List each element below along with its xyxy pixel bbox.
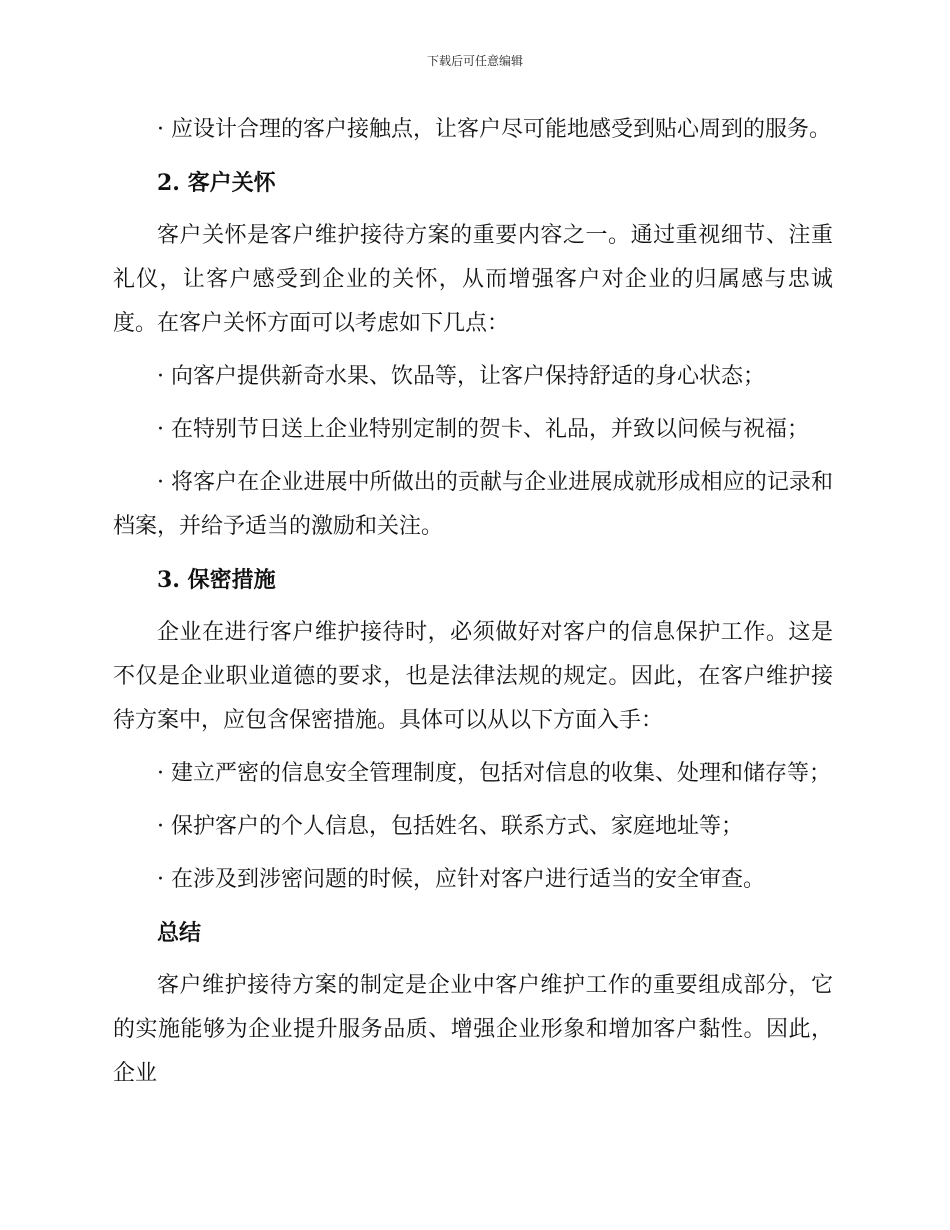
bullet-item: · 建立严密的信息安全管理制度，包括对信息的收集、处理和储存等； <box>157 761 831 786</box>
page-header: 下载后可任意编辑 <box>426 54 523 68</box>
bullet-item: · 应设计合理的客户接触点，让客户尽可能地感受到贴心周到的服务。 <box>157 117 831 142</box>
section-heading: 总结 <box>157 920 202 946</box>
bullet-item: · 在特别节日送上企业特别定制的贺卡、礼品，并致以问候与祝福； <box>157 417 809 442</box>
section-heading: 2. 客户关怀 <box>157 170 276 196</box>
body-paragraph: 客户维护接待方案的制定是企业中客户维护工作的重要组成部分，它的实施能够为企业提升服务品质、增强企业形象和增加客户黏性。因此，企业 <box>113 973 833 1086</box>
body-paragraph: 客户关怀是客户维护接待方案的重要内容之一。通过重视细节、注重礼仪，让客户感受到企业的关怀，从而增强客户对企业的归属感与忠诚度。在客户关怀方面可以考虑如下几点： <box>113 223 833 336</box>
bullet-item: · 向客户提供新奇水果、饮品等，让客户保持舒适的身心状态； <box>157 364 765 389</box>
body-paragraph: 企业在进行客户维护接待时，必须做好对客户的信息保护工作。这是不仅是企业职业道德的要求，也是法律法规的规定。因此，在客户维护接待方案中，应包含保密措施。具体可以从以下方面入手： <box>113 620 833 733</box>
bullet-item: · 将客户在企业进展中所做出的贡献与企业进展成就形成相应的记录和档案，并给予适当的激励和关注。 <box>113 470 833 539</box>
section-heading: 3. 保密措施 <box>157 567 276 593</box>
bullet-item: · 在涉及到涉密问题的时候，应针对客户进行适当的安全审查。 <box>157 867 765 892</box>
document-body <box>113 108 833 1096</box>
bullet-item: · 保护客户的个人信息，包括姓名、联系方式、家庭地址等； <box>157 814 743 839</box>
